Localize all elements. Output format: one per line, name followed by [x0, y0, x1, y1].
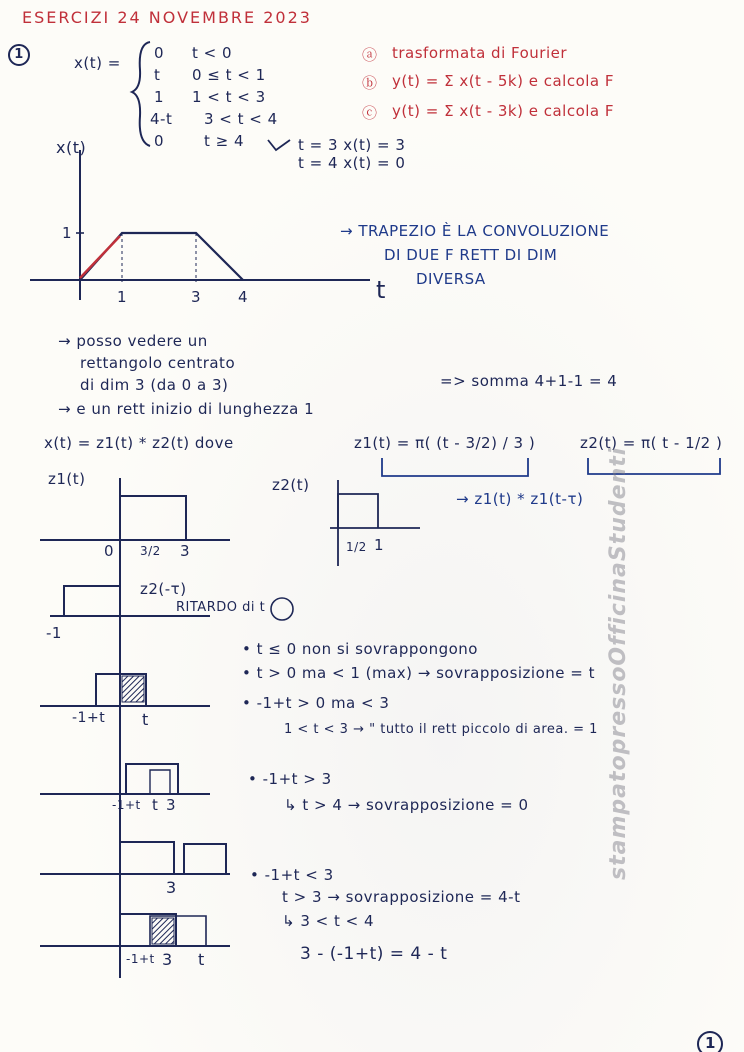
z2-tick-half: 1/2	[346, 540, 367, 554]
z1-tick-0: 0	[104, 542, 115, 560]
case-line-9: ↳ 3 < t < 4	[282, 912, 375, 930]
g2-label-b: t	[152, 796, 159, 814]
case-0-cond: t < 0	[192, 44, 233, 62]
task-c-letter: ⓒ	[362, 104, 378, 122]
note-line-1: → TRAPEZIO È LA CONVOLUZIONE	[340, 222, 610, 240]
case-line-3: • -1+t > 0 ma < 3	[242, 694, 390, 712]
case-line-6: ↳ t > 4 → sovrapposizione = 0	[284, 796, 529, 814]
analysis-conv: x(t) = z1(t) * z2(t) dove	[44, 434, 234, 452]
analysis-line-4: → e un rett inizio di lunghezza 1	[58, 400, 315, 418]
task-a-letter: ⓐ	[362, 46, 378, 64]
note-line-3: DIVERSA	[416, 270, 486, 288]
g2-label-a: -1+t	[112, 798, 141, 812]
z1-label: z1(t)	[48, 470, 86, 488]
g1-label-b: t	[142, 710, 149, 729]
case-line-2: • t > 0 ma < 1 (max) → sovrapposizione = t	[242, 664, 595, 682]
arrow-conv: → z1(t) * z1(t-τ)	[456, 490, 584, 508]
z2-tick-1: 1	[374, 536, 385, 554]
case-line-1: • t ≤ 0 non si sovrappongono	[242, 640, 478, 658]
page-number: 1	[705, 1034, 716, 1052]
check-2: t = 4 x(t) = 0	[298, 154, 406, 172]
z2-definition: z2(t) = π( t - 1/2 )	[580, 434, 723, 452]
task-c-text: y(t) = Σ x(t - 3k) e calcola F	[392, 102, 615, 120]
check-1: t = 3 x(t) = 3	[298, 136, 406, 154]
case-line-7: • -1+t < 3	[250, 866, 334, 884]
graph1-ylabel: x(t)	[56, 138, 87, 157]
note-line-2: DI DUE F RETT DI DIM	[384, 246, 558, 264]
g4-label-c: t	[198, 950, 205, 969]
analysis-line-2: rettangolo centrato	[80, 354, 236, 372]
analysis-sum: => somma 4+1-1 = 4	[440, 372, 618, 390]
task-b-letter: ⓑ	[362, 74, 378, 92]
g2-label-c: 3	[166, 796, 177, 814]
z1-tick-3: 3	[180, 542, 191, 560]
task-a-text: trasformata di Fourier	[392, 44, 568, 62]
z2-label: z2(t)	[272, 476, 310, 494]
graph1-xtick-4: 4	[238, 288, 249, 306]
watermark: stampatopressoOfficinaStudenti	[606, 446, 631, 880]
case-4-value: 0	[154, 132, 165, 150]
graph1-xlabel: t	[376, 276, 386, 304]
case-line-5: • -1+t > 3	[248, 770, 332, 788]
page-title: ESERCIZI 24 NOVEMBRE 2023	[22, 8, 312, 27]
z1-definition: z1(t) = π( (t - 3/2) / 3 )	[354, 434, 536, 452]
case-3-cond: 3 < t < 4	[204, 110, 278, 128]
g3-label: 3	[166, 878, 177, 897]
exercise-number: 1	[8, 44, 30, 66]
g1-label-a: -1+t	[72, 710, 106, 726]
graph1-xtick-1: 1	[117, 288, 128, 306]
case-3-value: 4-t	[150, 110, 173, 128]
z2-shift-label: z2(-τ)	[140, 580, 187, 598]
graph1-ytick: 1	[62, 224, 73, 242]
case-2-cond: 1 < t < 3	[192, 88, 266, 106]
case-line-4: 1 < t < 3 → " tutto il rett piccolo di area. = 1	[284, 722, 598, 737]
case-1-cond: 0 ≤ t < 1	[192, 66, 266, 84]
g4-label-b: 3	[162, 950, 173, 969]
case-1-value: t	[154, 66, 161, 84]
analysis-line-1: → posso vedere un	[58, 332, 208, 350]
case-line-8: t > 3 → sovrapposizione = 4-t	[282, 888, 521, 906]
delay-label: RITARDO di t	[176, 600, 266, 615]
z1-tick-mid: 3/2	[140, 544, 161, 558]
case-0-value: 0	[154, 44, 165, 62]
graph1-xtick-3: 3	[191, 288, 202, 306]
g4-label-a: -1+t	[126, 952, 155, 966]
case-2-value: 1	[154, 88, 165, 106]
z2-shift-tick: -1	[46, 624, 62, 642]
case-line-10: 3 - (-1+t) = 4 - t	[300, 944, 448, 964]
task-b-text: y(t) = Σ x(t - 5k) e calcola F	[392, 72, 615, 90]
case-4-cond: t ≥ 4	[204, 132, 245, 150]
analysis-line-3: di dim 3 (da 0 a 3)	[80, 376, 229, 394]
signal-lhs: x(t) =	[74, 54, 121, 72]
